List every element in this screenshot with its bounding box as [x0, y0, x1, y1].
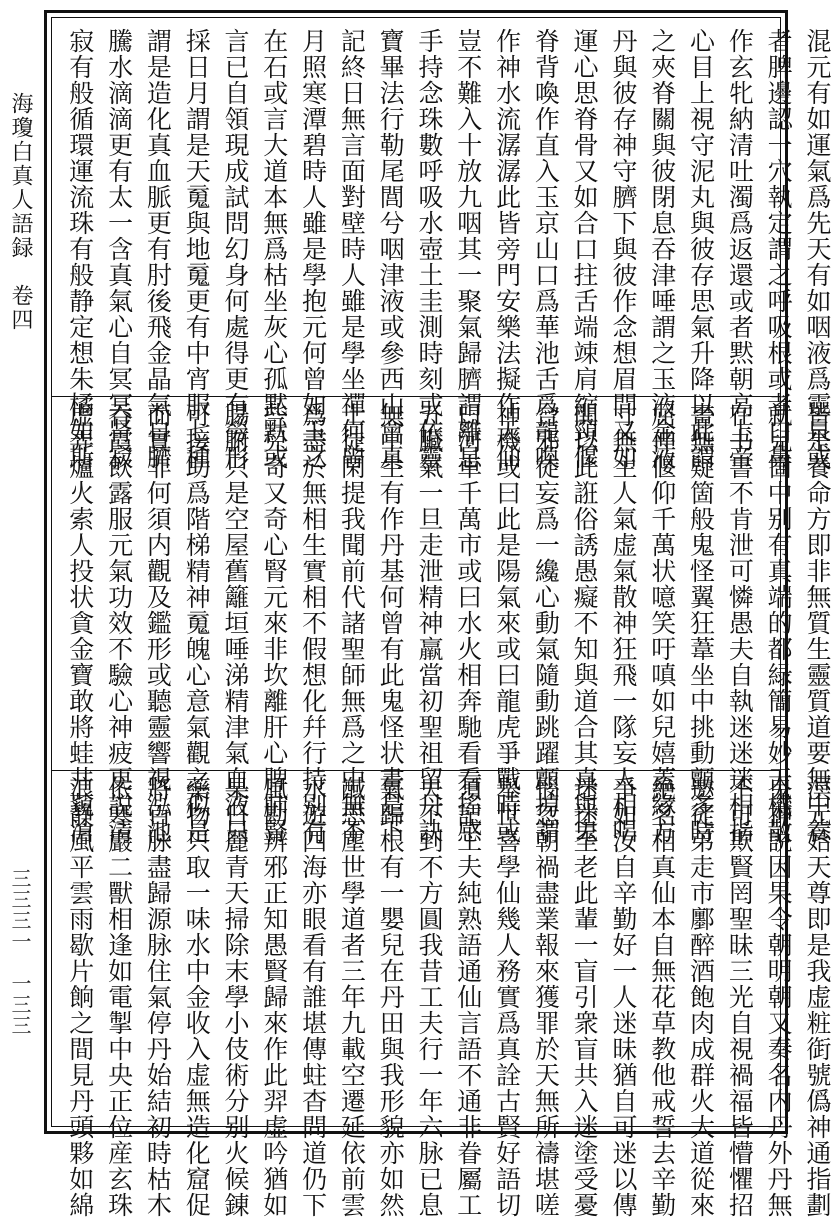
text-column: 惱忽朝禍盡業報來獲罪於天無所禱堪嗟: [531, 776, 561, 1218]
text-column: 言已自領現成試問幻身何處得更有勞形: [220, 28, 250, 470]
text-column: 依寒巖二獸相逢如電掣中央正位産玄珠: [104, 776, 134, 1218]
text-column: 謂是造化真血脈更有肘後飛金晶氣自臍: [143, 28, 173, 470]
text-column: 曰河車千萬市或曰水火相奔馳看看搖感: [453, 402, 483, 844]
text-column: 絶名相真仙本自無花草教他戒誓去辛勤: [647, 776, 677, 1218]
page-frame: [44, 10, 832, 1218]
text-columns: [60, 28, 836, 470]
text-column: 䤋思塵世學道者三年九載空遷延依前雲: [337, 776, 367, 1218]
text-column: 夫不到不方圓我昔工夫行一年六脉已息: [414, 776, 444, 1218]
text-column: 水遊四海亦眼看有誰堪傳蛀杳問道仍下: [298, 776, 328, 1218]
text-column: 迷迷至老此輩一盲引衆盲共入迷塗受憂: [570, 776, 600, 1218]
text-column: 閧以此誑俗誘愚癡不知與道合其真與鬼: [570, 402, 600, 844]
text-column: 將百脉盡歸源脉住氣停丹始結初時枯木: [143, 776, 173, 1218]
text-column: 溟元始天尊即是我虚粧衘號僞神通指劃: [802, 776, 832, 1218]
text-column: 些兒奇又奇心腎元來非坎離肝心脾肺腎: [259, 402, 289, 844]
text-column: 不可欺賢罔聖昧三光自視禍福皆懵懼招: [725, 776, 755, 1218]
text-column: 邀徒弟走市鄽醉酒飽肉成群火大道從來: [686, 776, 716, 1218]
text-column: 藥物只取一味水中金收入虚無造化窟促: [182, 776, 212, 1218]
text-column: 之夾脊關與彼閉息吞津唾謂之玉液金液: [647, 28, 677, 470]
text-column: 五臟氣一旦走泄精神羸當初聖祖留丹訣: [414, 402, 444, 844]
text-columns: [60, 402, 836, 844]
text-column: 運心思脊骨又如合口拄舌端竦肩縮頸偃: [570, 28, 600, 470]
text-column: 風勘辨邪正知愚賢歸來作此羿虚吟猶如: [259, 776, 289, 1218]
text-column: 寂有般循環運流珠有般静定想朱橘如斯: [65, 28, 95, 470]
text-column: 浪静風平雲雨歇片餉之間見丹頭夥如綿: [65, 776, 95, 1218]
block-divider: [52, 396, 780, 397]
text-column: 無中生有作丹基何曾有此鬼怪状畫是下: [376, 402, 406, 844]
text-column: 丹與彼存神守臍下與彼作念想眉間又如: [608, 28, 638, 470]
text-column: 寸無主人氣虚氣散神狂飛一隊妄人相唱: [608, 402, 638, 844]
text-column: 寶畢法行勒尾閭兮咽津液或參西山會真: [376, 28, 406, 470]
text-block-1: [60, 28, 832, 470]
text-column: 爲盡於無相生實相不假想化幷行持别有: [298, 402, 328, 844]
text-column: 作玄牝納清吐濁爲返還或者黙朝高上帝: [725, 28, 755, 470]
text-column: 騰水滴滴更有太一含真氣心自冥冥肾寂: [104, 28, 134, 470]
text-column: 混元有如運氣爲先天有如咽液爲靈泉或: [802, 28, 832, 470]
text-column: 神機或曰此是陽氣來或曰龍虎爭戰時或: [492, 402, 522, 844]
text-column: 虚弄爐火索人投状貪金寶敢將蛙井藐滄: [65, 402, 95, 844]
text-column: 爭如汝自辛勤好一人迷昧猶自可迷以傳: [608, 776, 638, 1218]
block-divider: [52, 770, 780, 771]
text-column: 鬼神説因果令朝明朝又奏名内丹外丹無: [764, 776, 794, 1218]
text-column: 作神水流潺潺此皆旁門安樂法擬作天仙: [492, 28, 522, 470]
text-block-2: [60, 402, 832, 844]
text-column: 記終日無言面對壁時人雖是學坐禪何曾: [337, 28, 367, 470]
text-column: 合邪徒妄爲一纔心動氣隨動跳躍顫掉謂: [531, 402, 561, 844]
text-column: 舉世喜學仙幾人務實爲真詮古賢好語切: [492, 776, 522, 1218]
text-column: 豈不難入十放九咽其一聚氣歸臍謂離息: [453, 28, 483, 470]
text-block-3: [60, 776, 832, 1218]
page-frame-inner: [51, 17, 832, 1218]
text-column: 腸腑只是空屋舊籬垣唾涕精津氣血液只: [220, 402, 250, 844]
text-column: 屈伸偃仰千萬状噫笑吁嗔如兒嬉蓋緣方: [647, 402, 677, 844]
text-column: 心目上視守泥丸與彼存思氣升降以此謂: [686, 28, 716, 470]
text-column: 就兒箇中别有真端的都緑簡易妙天機散: [764, 402, 794, 844]
text-column: 杲日麗青天掃除末學小伎術分别火候錬: [220, 776, 250, 1218]
margin-book-title: 海瓊白真人語録 卷四: [8, 92, 33, 332]
text-column: 手持念珠數呼吸水壺土圭測時刻或依靈: [414, 28, 444, 470]
text-column: 皆是養命方即非無質生靈質道要無中養: [802, 402, 832, 844]
text-column: 吞霞飲露服元氣功效不驗心神疲更説清: [104, 402, 134, 844]
text-column: 月照寒潭碧時人雖是學抱元何曾如玉之: [298, 28, 328, 470]
text-column: 可接助爲階梯精神䰟魄心意氣觀之似是: [182, 402, 212, 844]
margin-page-number: 三三三一 一三三: [8, 868, 32, 1036]
text-column: 採日月謂是天䰟與地䰟更有中宵服七種: [182, 28, 212, 470]
text-columns: [60, 776, 836, 1218]
text-column: 氣歸根有一嬰兒在丹田與我形貌亦如然: [376, 776, 406, 1218]
text-column: 在书書不肯泄可憐愚夫自執迷迷迷相指: [725, 402, 755, 844]
text-column: 者脾邊認一穴執定謂之呼吸根或者口鼻: [764, 28, 794, 470]
text-column: 畫無疑箇般鬼怪翼狂葦坐中挑動顫多時: [686, 402, 716, 844]
text-column: 而實非何須内觀及鑑形或聽靈響視泓池: [143, 402, 173, 844]
text-column: 須記工夫純熟語通仙言語不通非眷屬工: [453, 776, 483, 1218]
text-column: 脊背喚作直入玉京山口爲華池舌爲龍喚: [531, 28, 561, 470]
text-column: 在石或言大道本無爲枯坐灰心孤黙默或: [259, 28, 289, 470]
text-column: 士徒閑提我聞前代諸聖師無爲之中無不: [337, 402, 367, 844]
